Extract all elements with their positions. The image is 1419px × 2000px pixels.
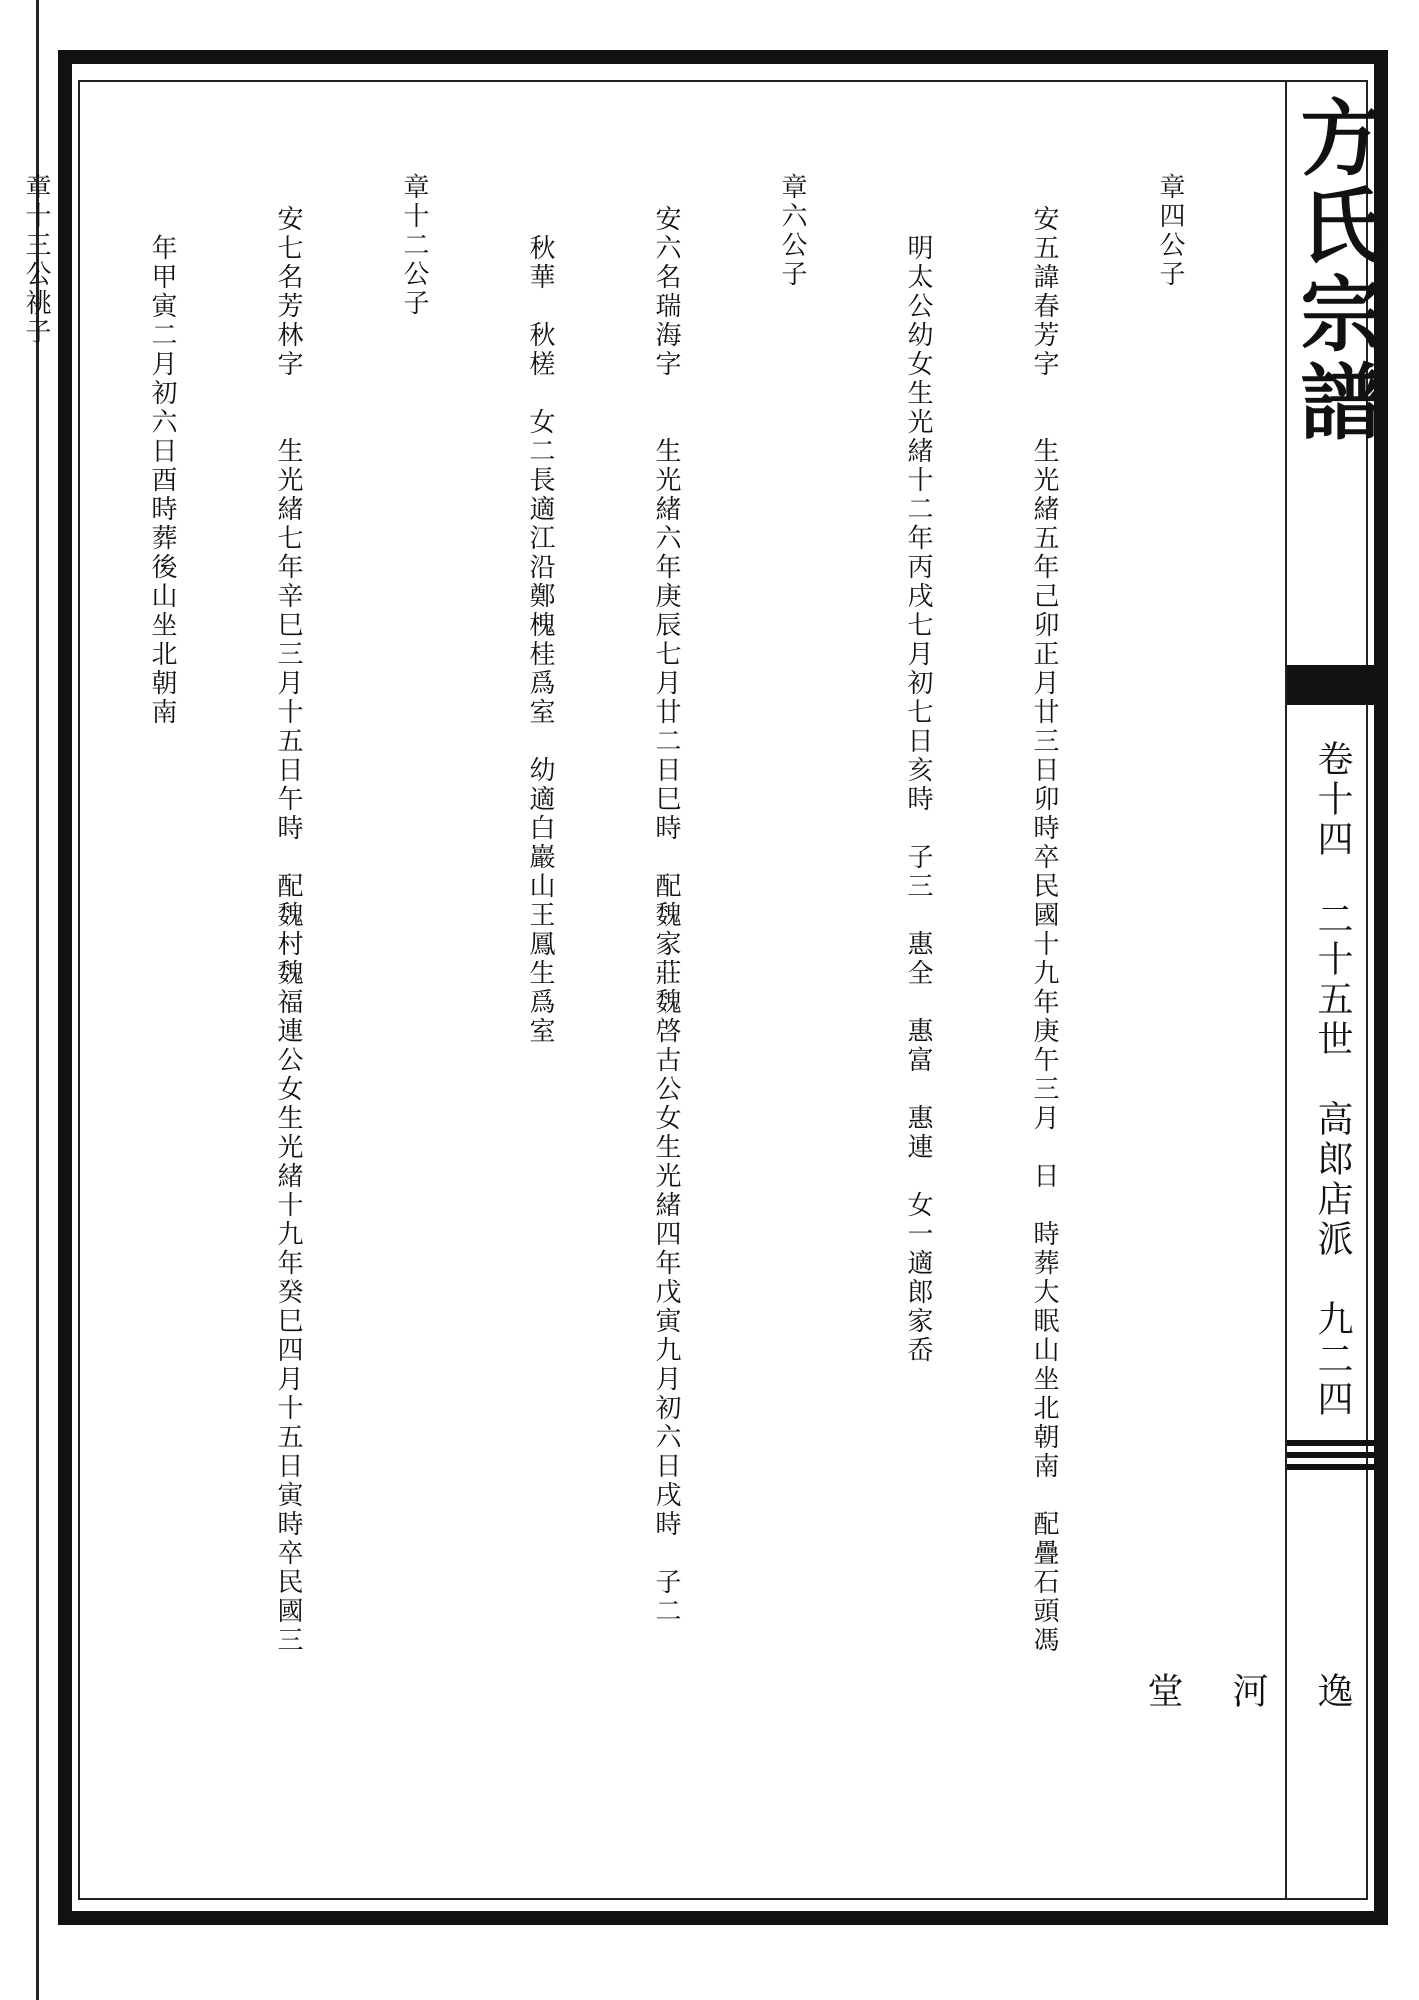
text-line: 安六名瑞海字 生光緒六年庚辰七月廿二日巳時 配魏家莊魏啓古公女生光緒四年戊寅九月初六日戌時 子二 [651,205,681,1626]
decorative-band [1287,665,1388,705]
text-line: 秋華 秋槎 女二長適江沿鄭槐桂爲室 幼適白巖山王鳳生爲室 [525,205,555,1046]
hall-name [1142,1500,1375,1880]
decorative-band [1287,1440,1388,1446]
text-line: 年甲寅二月初六日酉時葬後山坐北朝南 [147,205,177,727]
text-line: 安五諱春芳字 生光緒五年己卯正月廿三日卯時卒民國十九年庚午三月 日 時葬大眠山坐北朝南 配疊石頭馮 [1029,205,1059,1655]
page-number: 九二四 [1312,1300,1353,1420]
text-line: 安七名芳林字 生光緒七年辛巳三月十五日午時 配魏村魏福連公女生光緒十九年癸巳四月十五日寅時卒民國三 [273,205,303,1655]
text-line: 章十二公子 [399,172,429,318]
hall-name-char: 逸 [1312,1672,1353,1708]
text-line: 章四公子 [1155,172,1185,289]
text-line: 章六公子 [777,172,807,289]
branch-label: 高郎店派 [1312,1100,1353,1260]
volume-info [1290,740,1375,1420]
hall-name-char: 堂 [1142,1672,1183,1708]
hall-name-char: 河 [1227,1672,1268,1708]
book-title: 方氏宗譜 [1287,95,1383,447]
decorative-band [1287,1452,1388,1458]
generation-label: 二十五世 [1312,900,1353,1060]
text-line: 章十三公祧子 [21,172,51,347]
text-line: 明太公幼女生光緒十二年丙戌七月初七日亥時 子三 惠全 惠富 惠連 女一適郎家岙 [903,205,933,1365]
volume-label: 卷十四 [1312,740,1353,860]
genealogy-body [21,140,1275,1900]
decorative-band [1287,1464,1388,1470]
